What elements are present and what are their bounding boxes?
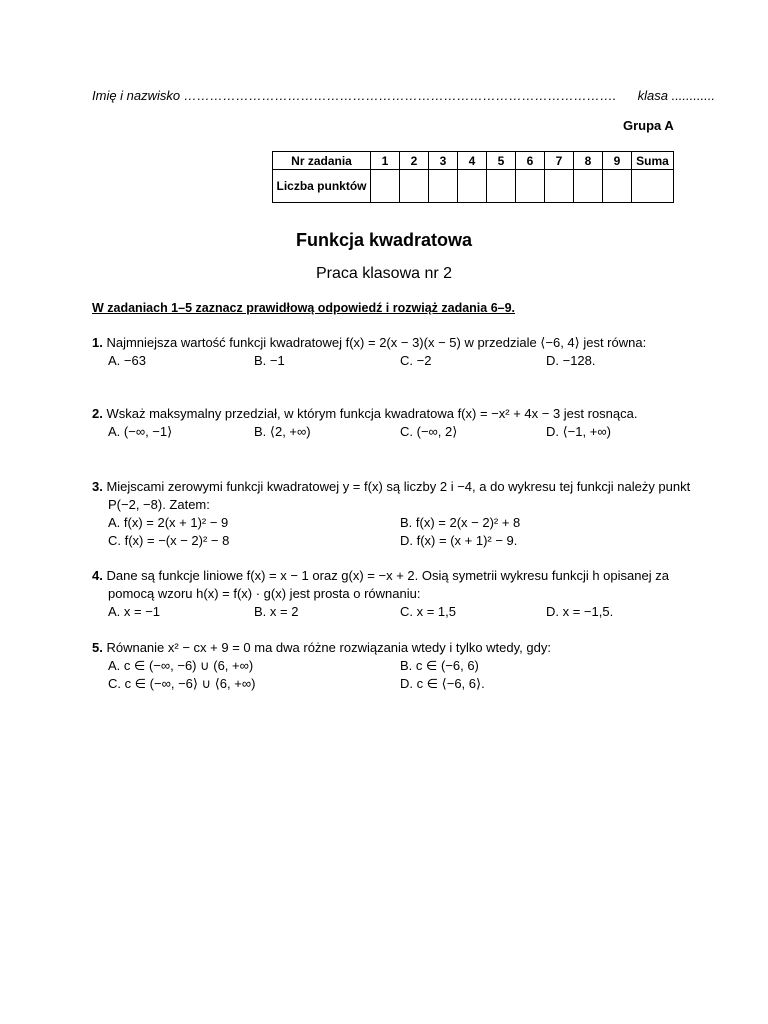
task-number: 3. (92, 479, 103, 494)
option-d: D. f(x) = (x + 1)² − 9. (400, 533, 518, 548)
task-3 (92, 478, 692, 550)
score-col-header: 8 (574, 152, 603, 170)
task-number: 5. (92, 640, 103, 655)
task-options (92, 514, 692, 532)
task-options (92, 352, 692, 370)
score-col-header: 7 (545, 152, 574, 170)
score-cell (400, 170, 429, 203)
task-options (92, 675, 692, 693)
score-table-points-row (273, 170, 674, 203)
score-cell (429, 170, 458, 203)
option-d: D. c ∈ ⟨−6, 6⟩. (400, 676, 485, 691)
option-c: C. x = 1,5 (400, 604, 456, 619)
option-d: D. x = −1,5. (546, 604, 614, 619)
page-title: Funkcja kwadratowa (295, 230, 473, 250)
task-text: Dane są funkcje liniowe f(x) = x − 1 oraz g(x) = −x + 2. Osią symetrii wykresu funkcji h opisanej za pomocą wzoru h(x) = f(x) · g(x) jest prosta o równaniu: (106, 568, 669, 601)
page-subtitle: Praca klasowa nr 2 (315, 265, 453, 282)
score-cell (603, 170, 632, 203)
option-a: A. c ∈ (−∞, −6) ∪ (6, +∞) (108, 658, 254, 673)
score-col-header: 3 (429, 152, 458, 170)
option-c: C. f(x) = −(x − 2)² − 8 (108, 533, 230, 548)
task-options (92, 532, 692, 550)
option-a: A. x = −1 (108, 604, 161, 619)
score-col-header: 9 (603, 152, 632, 170)
task-number: 1. (92, 335, 103, 350)
option-b: B. ⟨2, +∞) (254, 424, 311, 439)
task-options (92, 423, 692, 441)
task-number: 2. (92, 406, 103, 421)
task-text: Równanie x² − cx + 9 = 0 ma dwa różne rozwiązania wtedy i tylko wtedy, gdy: (106, 640, 551, 655)
instruction: W zadaniach 1–5 zaznacz prawidłową odpowiedź i rozwiąż zadania 6–9. (92, 301, 516, 315)
score-cell-sum (632, 170, 674, 203)
task-options (92, 603, 692, 621)
option-c: C. −2 (400, 353, 432, 368)
option-a: A. (−∞, −1⟩ (108, 424, 173, 439)
group-label: Grupa A (623, 118, 674, 133)
score-col-header: Suma (632, 152, 674, 170)
score-table-header-row (273, 152, 674, 170)
score-table-row2-label: Liczba punktów (273, 170, 371, 203)
task-4 (92, 567, 692, 621)
task-text: Najmniejsza wartość funkcji kwadratowej f(x) = 2(x − 3)(x − 5) w przedziale ⟨−6, 4⟩ jest równa: (106, 335, 647, 350)
task-5 (92, 639, 692, 693)
option-a: A. −63 (108, 353, 146, 368)
option-c: C. (−∞, 2⟩ (400, 424, 458, 439)
task-text: Wskaż maksymalny przedział, w którym funkcja kwadratowa f(x) = −x² + 4x − 3 jest rosnąca. (106, 406, 638, 421)
score-cell (574, 170, 603, 203)
option-d: D. ⟨−1, +∞) (546, 424, 611, 439)
task-1 (92, 334, 692, 370)
option-b: B. −1 (254, 353, 285, 368)
name-class-line (92, 88, 715, 103)
task-2 (92, 405, 692, 441)
name-field-label: Imię i nazwisko ………………………………………………………………………………………. (92, 88, 617, 103)
option-b: B. f(x) = 2(x − 2)² + 8 (400, 515, 521, 530)
task-text: Miejscami zerowymi funkcji kwadratowej y = f(x) są liczby 2 i −4, a do wykresu tej funkcji należy punkt P(−2, −8). Zatem: (106, 479, 691, 512)
task-options (92, 657, 692, 675)
score-cell (458, 170, 487, 203)
score-col-header: 6 (516, 152, 545, 170)
option-b: B. x = 2 (254, 604, 299, 619)
task-number: 4. (92, 568, 103, 583)
option-c: C. c ∈ (−∞, −6⟩ ∪ ⟨6, +∞) (108, 676, 256, 691)
option-b: B. c ∈ (−6, 6) (400, 658, 479, 673)
score-col-header: 1 (371, 152, 400, 170)
class-field-label: klasa ............ (637, 88, 715, 103)
score-cell (487, 170, 516, 203)
option-a: A. f(x) = 2(x + 1)² − 9 (108, 515, 229, 530)
option-d: D. −128. (546, 353, 596, 368)
score-col-header: 2 (400, 152, 429, 170)
score-col-header: 4 (458, 152, 487, 170)
score-cell (516, 170, 545, 203)
score-table-row1-label: Nr zadania (273, 152, 371, 170)
score-col-header: 5 (487, 152, 516, 170)
score-cell (545, 170, 574, 203)
score-table (272, 151, 674, 203)
score-cell (371, 170, 400, 203)
